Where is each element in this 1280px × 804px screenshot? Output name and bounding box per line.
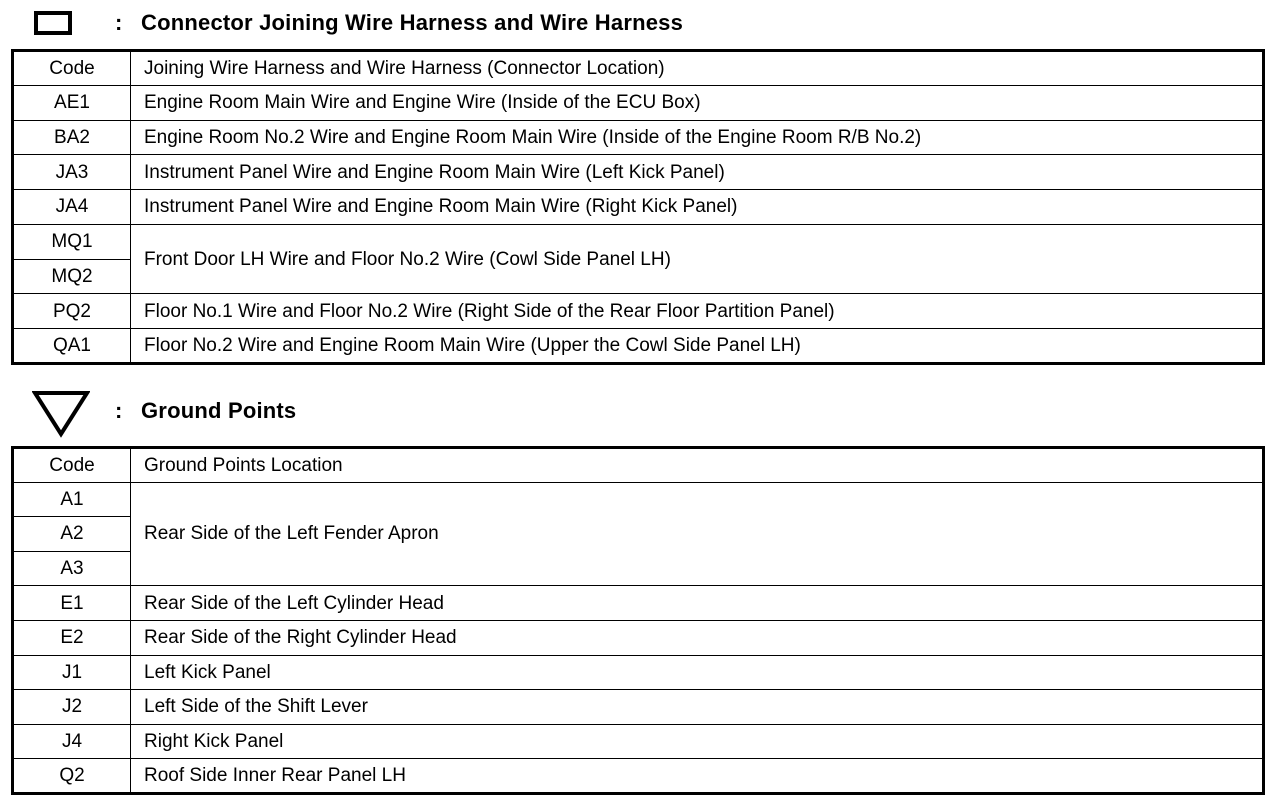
code-cell: MQ2 [13, 259, 131, 294]
table-row [13, 224, 1264, 259]
code-cell: BA2 [13, 120, 131, 155]
code-cell: QA1 [13, 329, 131, 364]
section1-colon: : [115, 10, 123, 35]
code-cell: A1 [13, 482, 131, 517]
table-row [13, 329, 1264, 364]
code-cell: J2 [13, 690, 131, 725]
table-header-row [13, 51, 1264, 86]
location-cell: Engine Room No.2 Wire and Engine Room Main Wire (Inside of the Engine Room R/B No.2) [131, 120, 1264, 155]
code-cell: E1 [13, 586, 131, 621]
table-header-row [13, 448, 1264, 483]
section2-title-wrap [115, 398, 296, 424]
code-cell: MQ1 [13, 224, 131, 259]
table-row [13, 294, 1264, 329]
triangle-symbol-icon [32, 390, 90, 438]
section1-heading [0, 0, 1280, 50]
table-row [13, 690, 1264, 725]
table-row [13, 85, 1264, 120]
location-cell: Left Kick Panel [131, 655, 1264, 690]
code-cell: JA4 [13, 190, 131, 225]
square-symbol-icon [34, 11, 72, 35]
header-code: Code [13, 51, 131, 86]
table-row [13, 120, 1264, 155]
table-row [13, 655, 1264, 690]
table-row [13, 190, 1264, 225]
section1-title: Connector Joining Wire Harness and Wire Harness [141, 10, 684, 35]
section2-colon: : [115, 398, 123, 423]
location-cell: Engine Room Main Wire and Engine Wire (Inside of the ECU Box) [131, 85, 1264, 120]
location-cell: Left Side of the Shift Lever [131, 690, 1264, 725]
location-cell: Floor No.2 Wire and Engine Room Main Wire (Upper the Cowl Side Panel LH) [131, 329, 1264, 364]
code-cell: AE1 [13, 85, 131, 120]
code-cell: A2 [13, 517, 131, 552]
location-cell: Right Kick Panel [131, 724, 1264, 759]
location-cell: Front Door LH Wire and Floor No.2 Wire (Cowl Side Panel LH) [131, 224, 1264, 294]
code-cell: PQ2 [13, 294, 131, 329]
table-row [13, 724, 1264, 759]
location-cell: Rear Side of the Left Fender Apron [131, 482, 1264, 586]
table-row [13, 482, 1264, 517]
code-cell: E2 [13, 620, 131, 655]
code-cell: A3 [13, 551, 131, 586]
code-cell: JA3 [13, 155, 131, 190]
location-cell: Rear Side of the Left Cylinder Head [131, 586, 1264, 621]
code-cell: Q2 [13, 759, 131, 794]
table-row [13, 620, 1264, 655]
table-row [13, 155, 1264, 190]
code-cell: J1 [13, 655, 131, 690]
section1-title-wrap [115, 10, 683, 36]
section2-title: Ground Points [141, 398, 297, 423]
location-cell: Instrument Panel Wire and Engine Room Main Wire (Right Kick Panel) [131, 190, 1264, 225]
header-location: Joining Wire Harness and Wire Harness (Connector Location) [131, 51, 1264, 86]
header-location: Ground Points Location [131, 448, 1264, 483]
location-cell: Instrument Panel Wire and Engine Room Main Wire (Left Kick Panel) [131, 155, 1264, 190]
header-code: Code [13, 448, 131, 483]
code-cell: J4 [13, 724, 131, 759]
ground-points-table [11, 446, 1265, 795]
location-cell: Floor No.1 Wire and Floor No.2 Wire (Right Side of the Rear Floor Partition Panel) [131, 294, 1264, 329]
connector-table [11, 49, 1265, 365]
table-row [13, 759, 1264, 794]
location-cell: Roof Side Inner Rear Panel LH [131, 759, 1264, 794]
table-row [13, 586, 1264, 621]
location-cell: Rear Side of the Right Cylinder Head [131, 620, 1264, 655]
